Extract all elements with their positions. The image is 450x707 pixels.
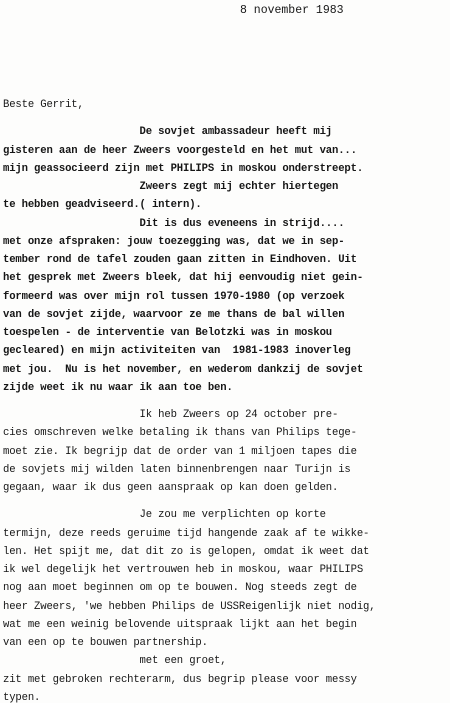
paragraph-1 [3, 123, 449, 397]
closing: met een groet, [3, 655, 227, 668]
text-line: gecleared) en mijn activiteiten van 1981-1983 inoverleg [3, 345, 351, 358]
salutation: Beste Gerrit, [3, 99, 84, 111]
text-line: gegaan, waar ik dus geen aanspraak op kan doen gelden. [3, 482, 339, 494]
text-line: wat me een weinig belovende uitspraak lijkt aan het begin [3, 618, 357, 631]
paragraph-2 [3, 406, 449, 497]
text-line: tember rond de tafel zouden gaan zitten in Eindhoven. Uit [3, 254, 357, 266]
text-line: zijde weet ik nu waar ik aan toe ben. [3, 381, 233, 394]
text-line: moet zie. Ik begrijp dat de order van 1 miljoen tapes die [3, 445, 357, 458]
text-line: het gesprek met Zweers bleek, dat hij eenvoudig niet gein- [3, 272, 364, 285]
text-line: de sovjets mij wilden laten binnenbrengen naar Turijn is [3, 463, 351, 476]
text-line: Je zou me verplichten op korte [3, 509, 326, 522]
text-line: Dit is dus eveneens in strijd.... [3, 217, 345, 230]
text-line: ik wel degelijk het vertrouwen heb in moskou, waar PHILIPS [3, 564, 364, 576]
text-line: Ik heb Zweers op 24 october pre- [3, 409, 339, 421]
text-line: toespelen - de interventie van Belotzki was in moskou [3, 327, 332, 339]
postscript-line: typen. [3, 691, 41, 704]
text-line: van de sovjet zijde, waarvoor ze me thans de bal willen [3, 308, 345, 321]
letter-body [3, 96, 449, 707]
text-line: De sovjet ambassadeur heeft mij [3, 126, 332, 139]
text-line: gisteren aan de heer Zweers voorgesteld en het mut van... [3, 144, 357, 157]
text-line: met onze afspraken: jouw toezegging was, dat we in sep- [3, 235, 345, 248]
letter-date: 8 november 1983 [240, 4, 344, 17]
text-line: mijn geassocieerd zijn met PHILIPS in moskou onderstreept. [3, 162, 364, 175]
text-line: met jou. Nu is het november, en wederom dankzij de sovjet [3, 363, 364, 376]
text-line: cies omschreven welke betaling ik thans van Philips tege- [3, 427, 357, 440]
paragraph-3 [3, 506, 449, 652]
text-line: termijn, deze reeds geruime tijd hangende zaak af te wikke- [3, 527, 370, 540]
postscript-line: zit met gebroken rechterarm, dus begrip please voor messy [3, 673, 357, 686]
text-line: len. Het spijt me, dat dit zo is gelopen, omdat ik weet dat [3, 545, 370, 558]
text-line: formeerd was over mijn rol tussen 1970-1980 (op verzoek [3, 290, 345, 303]
text-line: nog aan moet beginnen om op te bouwen. Nog steeds zegt de [3, 582, 357, 595]
text-line: van een op te bouwen partnership. [3, 637, 208, 649]
text-line: te hebben geadviseerd.( intern). [3, 199, 202, 212]
text-line: Zweers zegt mij echter hiertegen [3, 181, 339, 193]
text-line: heer Zweers, 'we hebben Philips de USSReigenlijk niet nodig, [3, 600, 376, 613]
